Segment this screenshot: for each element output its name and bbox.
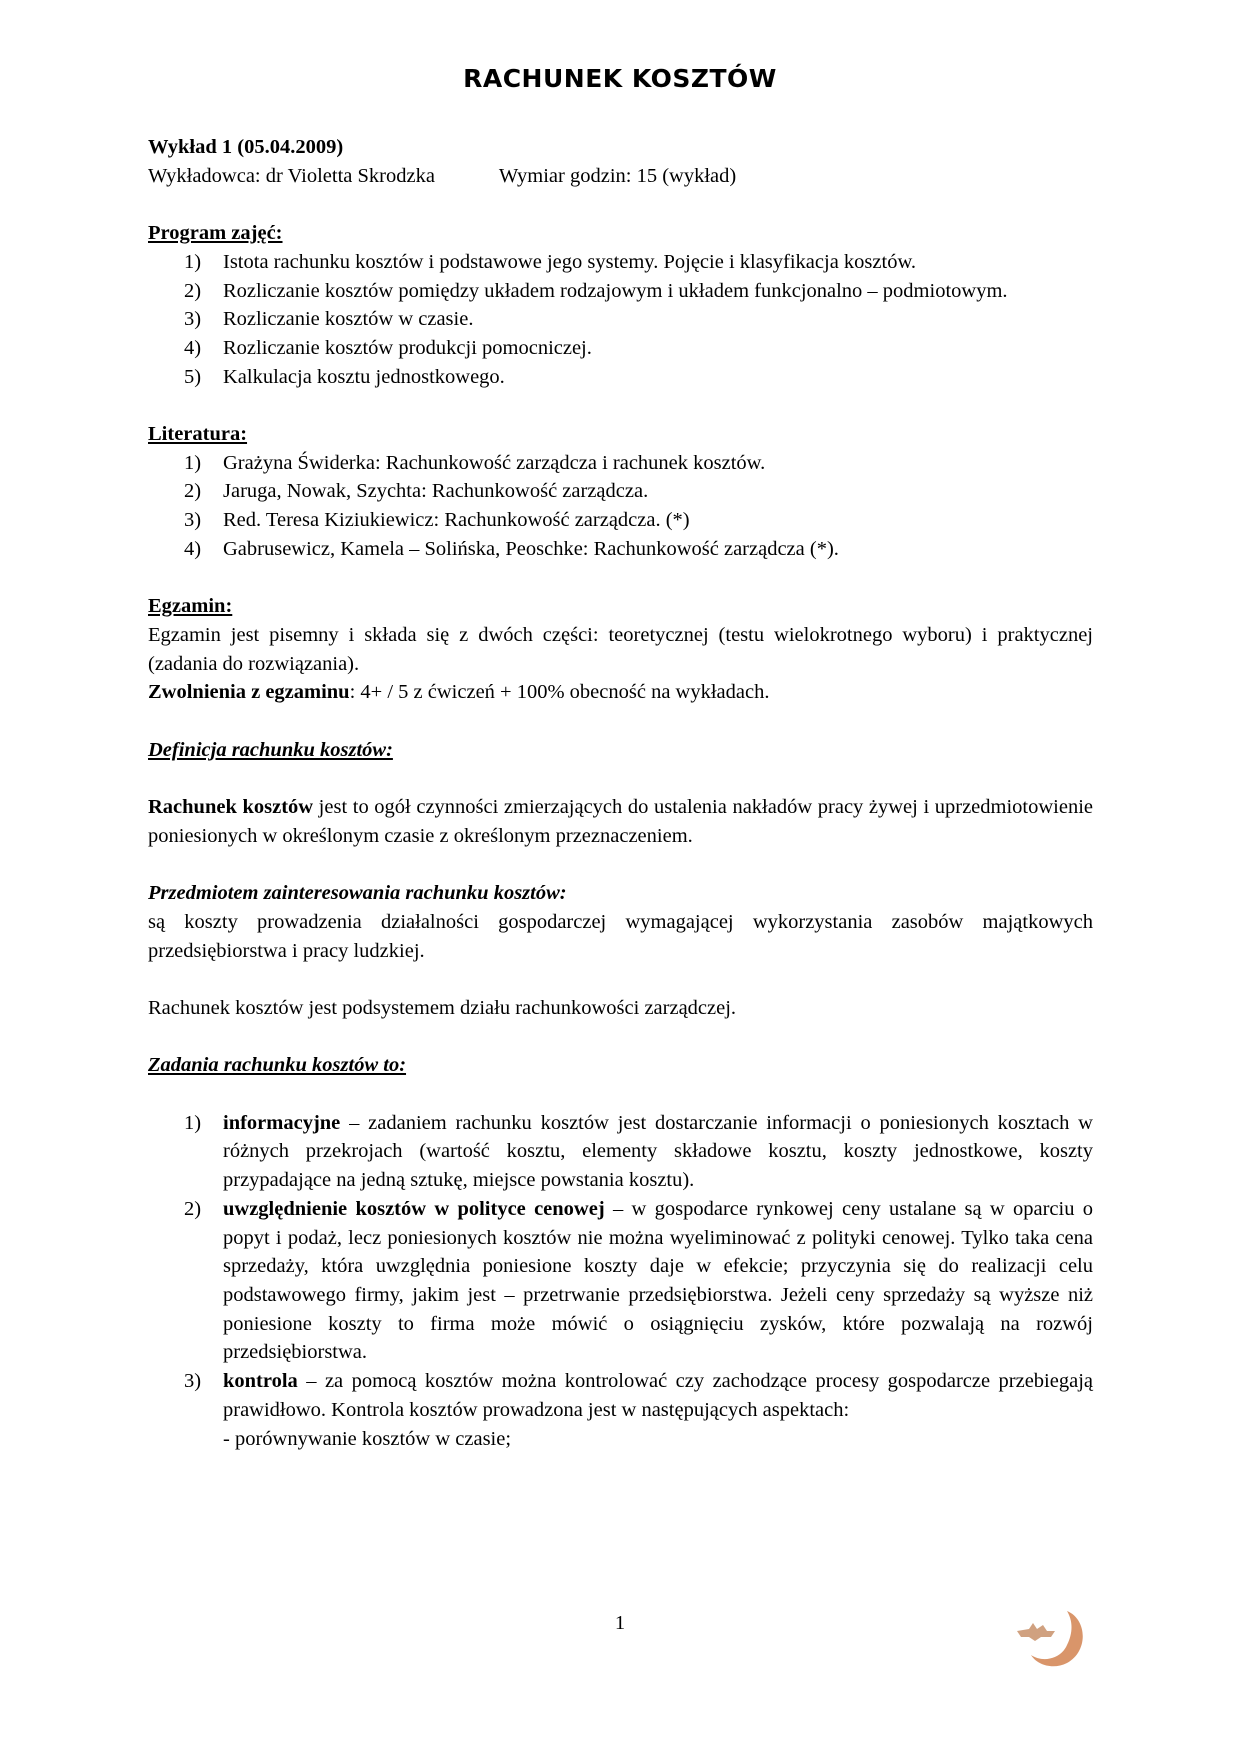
subsystem-text: Rachunek kosztów jest podsystemem działu rachunkowości zarządczej. bbox=[148, 996, 737, 1019]
definition-text: Rachunek kosztów jest to ogół czynności zmierzających do ustalenia nakładów pracy żywej i uprzedmiotowienie poniesionych w określonym czasie z określonym przeznaczeniem. bbox=[148, 796, 1093, 847]
exam-heading: Egzamin: bbox=[148, 595, 233, 618]
list-item: 2) Jaruga, Nowak, Szychta: Rachunkowość zarządcza. bbox=[184, 480, 649, 503]
tasks-heading: Zadania rachunku kosztów to: bbox=[148, 1054, 407, 1077]
list-item: 3) Red. Teresa Kiziukiewicz: Rachunkowość zarządcza. (*) bbox=[184, 509, 690, 532]
hours: Wymiar godzin: 15 (wykład) bbox=[498, 164, 737, 187]
lecturer: Wykładowca: dr Violetta Skrodzka bbox=[148, 164, 435, 187]
literature-heading: Literatura: bbox=[148, 423, 248, 445]
list-item: 3) kontrola – za pomocą kosztów można kontrolować czy zachodzące procesy gospodarcze przebiegają prawidłowo. Kontrola kosztów prowadzona jest w następujących aspektach: - porównywanie kosztów w czasie; bbox=[184, 1370, 1093, 1450]
exam-exemption: Zwolnienia z egzaminu: 4+ / 5 z ćwiczeń + 100% obecność na wykładach. bbox=[148, 681, 770, 704]
subject-heading: Przedmiotem zainteresowania rachunku kosztów: bbox=[148, 882, 567, 905]
exam-text: Egzamin jest pisemny i składa się z dwóch części: teoretycznej (testu wielokrotnego wyboru) i praktycznej (zadania do rozwiązania). bbox=[148, 623, 1093, 675]
list-item: 2) Rozliczanie kosztów pomiędzy układem rodzajowym i układem funkcjonalno – podmiotowym. bbox=[184, 279, 1008, 302]
list-item: 2) uwzględnienie kosztów w polityce cenowej – w gospodarce rynkowej ceny ustalane są w oparciu o popyt i podaż, lecz poniesionych kosztów nie można wyeliminować z polityki cenowej. Tylko taka cena sprzedaży, która uwzględnia poniesione koszty daje w efekcie; przyczynia się do realizacji celu podstawowego firmy, jakim jest – przetrwanie przedsiębiorstwa. Jeżeli ceny sprzedaży są wyższe niż poniesione koszty to firma może mówić o osiągnięciu zysków, które pozwalają na rozwój przedsiębiorstwa. bbox=[184, 1197, 1094, 1364]
list-item: 3) Rozliczanie kosztów w czasie. bbox=[184, 308, 474, 331]
list-item: 1) informacyjne – zadaniem rachunku kosztów jest dostarczanie informacji o poniesionych kosztach w różnych przekrojach (wartość kosztu, elementy składowe kosztu, koszty jednostkowe, koszty przypadające na jedną sztukę, miejsce powstania kosztu). bbox=[184, 1111, 1093, 1192]
program-list bbox=[148, 248, 1093, 392]
list-item: 5) Kalkulacja kosztu jednostkowego. bbox=[184, 365, 505, 388]
definition-heading: Definicja rachunku kosztów: bbox=[148, 738, 393, 761]
list-item: 4) Rozliczanie kosztów produkcji pomocniczej. bbox=[184, 336, 592, 359]
list-item: 1) Grażyna Świderka: Rachunkowość zarządcza i rachunek kosztów. bbox=[184, 451, 766, 474]
lecture-heading: Wykład 1 (05.04.2009) bbox=[148, 136, 344, 158]
document-body bbox=[148, 133, 1093, 1453]
page-number: 1 bbox=[614, 1612, 626, 1634]
list-item: 4) Gabrusewicz, Kamela – Solińska, Peoschke: Rachunkowość zarządcza (*). bbox=[184, 537, 839, 560]
literature-list bbox=[148, 449, 1093, 564]
subject-text: są koszty prowadzenia działalności gospodarczej wymagającej wykorzystania zasobów majątkowych przedsiębiorstwa i pracy ludzkiej. bbox=[148, 910, 1093, 962]
program-heading: Program zajęć: bbox=[148, 222, 283, 245]
lecture-info bbox=[148, 162, 1093, 191]
document-title: RACHUNEK KOSZTÓW bbox=[463, 64, 777, 93]
moon-bat-logo-icon bbox=[1015, 1605, 1095, 1675]
list-item: 1) Istota rachunku kosztów i podstawowe jego systemy. Pojęcie i klasyfikacja kosztów. bbox=[184, 250, 917, 273]
tasks-list bbox=[148, 1109, 1093, 1453]
